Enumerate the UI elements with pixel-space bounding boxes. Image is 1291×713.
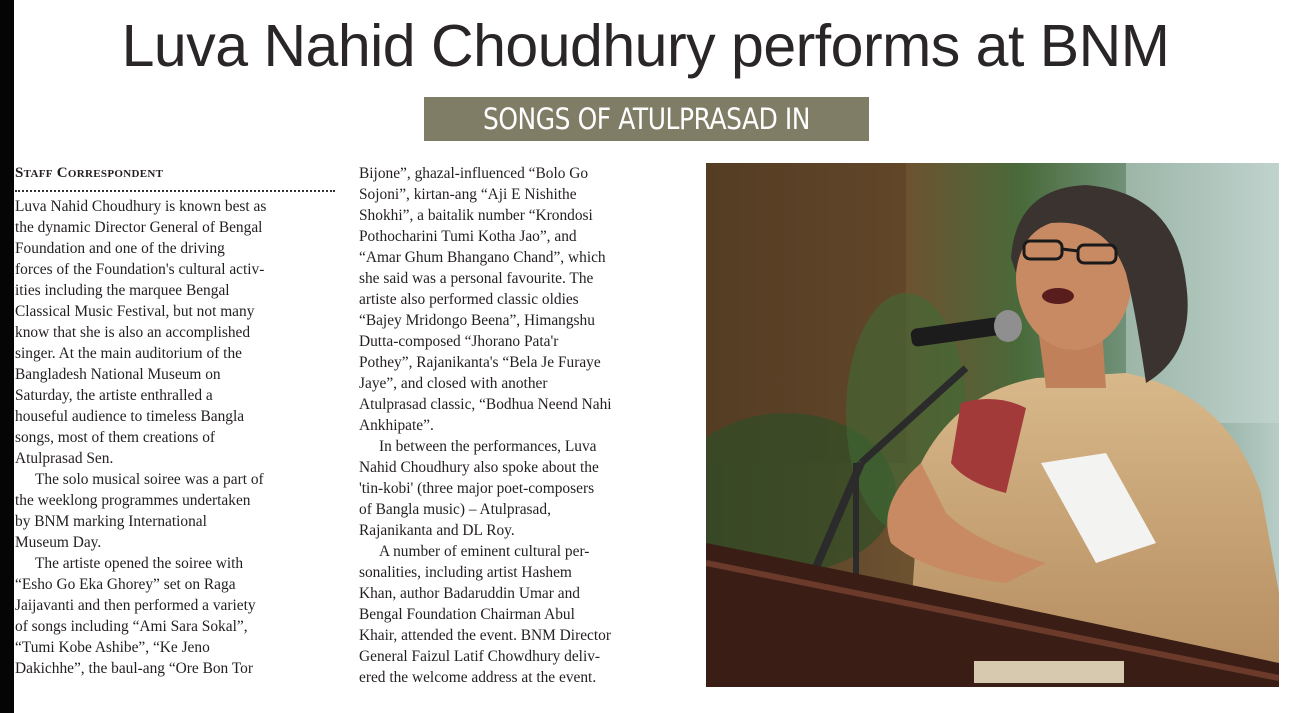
article-text-line: Khair, attended the event. BNM Director <box>359 627 611 644</box>
article-text-line: songs, most of them creations of <box>15 429 216 446</box>
article-text-line: Jaye”, and closed with another <box>359 375 548 392</box>
article-text-line: Sojoni”, kirtan-ang “Aji E Nishithe <box>359 186 577 203</box>
article-text-line: she said was a personal favourite. The <box>359 270 594 287</box>
article-text-line: Atulprasad classic, “Bodhua Neend Nahi <box>359 396 612 413</box>
article-text-line: “Tumi Kobe Ashibe”, “Ke Jeno <box>15 639 210 656</box>
article-text-line: Atulprasad Sen. <box>15 450 114 467</box>
column-2-body <box>359 163 689 688</box>
article-text-line: The solo musical soiree was a part of <box>35 471 264 488</box>
article-text-line: Foundation and one of the driving <box>15 240 225 257</box>
article-text-line: Bangladesh National Museum on <box>15 366 221 383</box>
article-text-line: “Amar Ghum Bhangano Chand”, which <box>359 249 606 266</box>
article-text-line: “Esho Go Eka Ghorey” set on Raga <box>15 576 236 593</box>
article-text-line: 'tin-kobi' (three major poet-composers <box>359 480 595 497</box>
article-text-line: Shokhi”, a baitalik number “Krondosi <box>359 207 593 224</box>
article-text-line: Saturday, the artiste enthralled a <box>15 387 213 404</box>
article-text-line: forces of the Foundation's cultural activ- <box>15 261 265 278</box>
byline-divider <box>15 190 335 192</box>
article-text-line: Museum Day. <box>15 534 102 551</box>
article-text-line: know that she is also an accomplished <box>15 324 251 341</box>
article-text-line: Pothocharini Tumi Kotha Jao”, and <box>359 228 577 245</box>
article-text-line: In between the performances, Luva <box>379 438 597 455</box>
article-text-line: Bijone”, ghazal-influenced “Bolo Go <box>359 165 589 182</box>
article-text-line: the dynamic Director General of Bengal <box>15 219 263 236</box>
byline: Staff Correspondent <box>15 165 164 181</box>
article-text-line: the weeklong programmes undertaken <box>15 492 251 509</box>
article-photo <box>706 163 1279 687</box>
article-text-line: “Bajey Mridongo Beena”, Himangshu <box>359 312 595 329</box>
article-text-line: The artiste opened the soiree with <box>35 555 244 572</box>
article-text-line: houseful audience to timeless Bangla <box>15 408 245 425</box>
article-text-line: Ankhipate”. <box>359 417 434 434</box>
article-text-line: by BNM marking International <box>15 513 207 530</box>
article-text-line: of Bangla music) – Atulprasad, <box>359 501 551 518</box>
article-text-line: General Faizul Latif Chowdhury deliv- <box>359 648 601 665</box>
article-text-line: ered the welcome address at the event. <box>359 669 597 686</box>
article-text-line: Dutta-composed “Jhorano Pata'r <box>359 333 559 350</box>
article-text-line: artiste also performed classic oldies <box>359 291 579 308</box>
article-column-2 <box>359 163 689 688</box>
singer-photo-illustration <box>706 163 1279 687</box>
article-text-line: Dakichhe”, the baul-ang “Ore Bon Tor <box>15 660 253 677</box>
article-text-line: Nahid Choudhury also spoke about the <box>359 459 599 476</box>
kicker-text: SONGS OF ATULPRASAD IN FOCUS <box>482 102 811 180</box>
article-text-line: sonalities, including artist Hashem <box>359 564 572 581</box>
article-text-line: A number of eminent cultural per- <box>379 543 590 560</box>
article-text-line: Pothey”, Rajanikanta's “Bela Je Furaye <box>359 354 601 371</box>
article-text-line: of songs including “Ami Sara Sokal”, <box>15 618 248 635</box>
article-text-line: Bengal Foundation Chairman Abul <box>359 606 575 623</box>
headline: Luva Nahid Choudhury performs at BNM <box>121 13 1170 79</box>
article-text-line: Khan, author Badaruddin Umar and <box>359 585 580 602</box>
article-text-line: Jaijavanti and then performed a variety <box>15 597 256 614</box>
article-column-1 <box>15 163 340 679</box>
article-text-line: Luva Nahid Choudhury is known best as <box>15 198 267 215</box>
page-edge-bar <box>0 0 14 713</box>
article-text-line: Rajanikanta and DL Roy. <box>359 522 515 539</box>
article-text-line: singer. At the main auditorium of the <box>15 345 242 362</box>
article-text-line: Classical Music Festival, but not many <box>15 303 255 320</box>
article-text-line: ities including the marquee Bengal <box>15 282 230 299</box>
column-1-body <box>15 196 340 679</box>
